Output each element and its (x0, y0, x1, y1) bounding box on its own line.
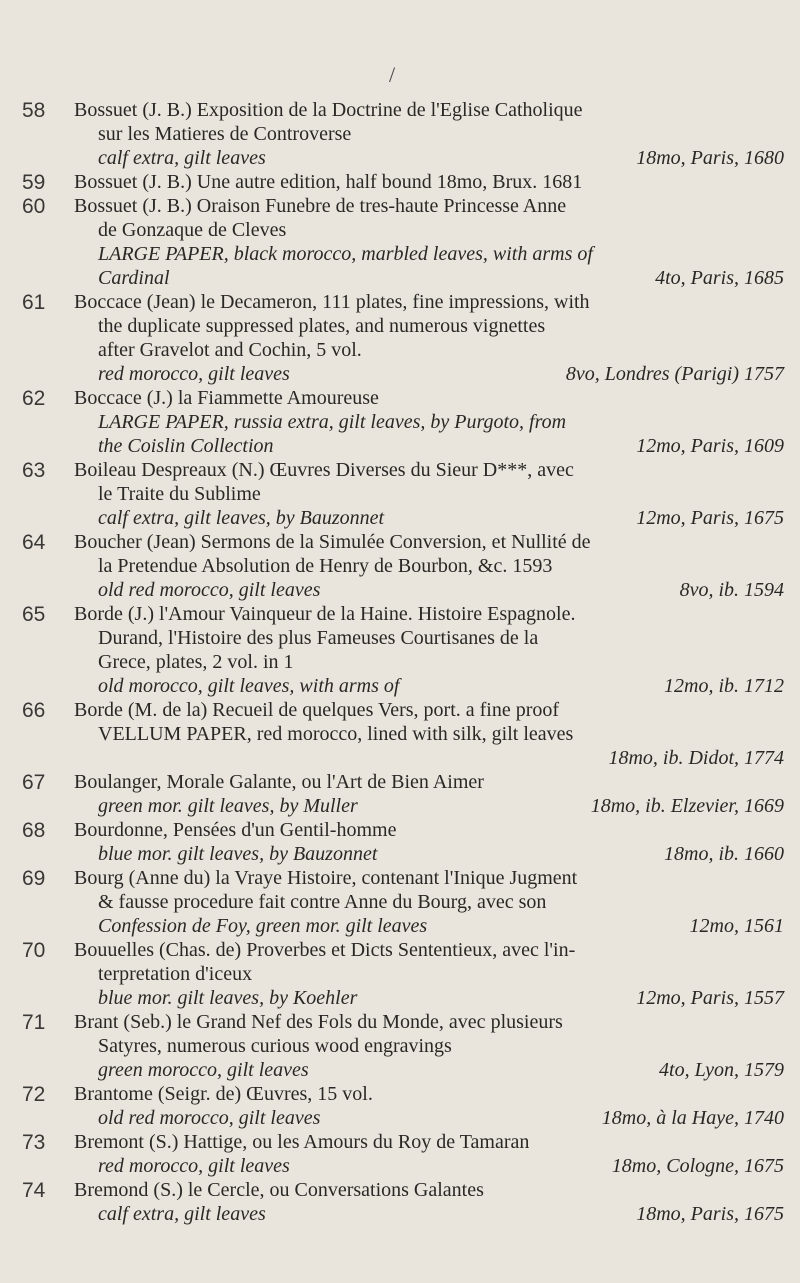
catalogue-entry (22, 602, 784, 698)
entry-title-continued: le Traite du Sublime (98, 483, 261, 505)
binding-row (98, 1202, 784, 1226)
lot-number: 72 (22, 1083, 46, 1106)
lot-number: 65 (22, 603, 46, 626)
entry-content (74, 602, 784, 698)
entry-title: Boileau Despreaux (N.) Œuvres Diverses du Sieur D***, avec (74, 459, 574, 481)
entry-title-continued: sur les Matieres de Controverse (98, 123, 352, 145)
catalogue-entry (22, 458, 784, 530)
entry-title: Brant (Seb.) le Grand Nef des Fols du Monde, avec plusieurs (74, 1011, 563, 1033)
catalogue-entry (22, 386, 784, 458)
entry-title: Bourdonne, Pensées d'un Gentil-homme (74, 819, 397, 841)
binding-description: old red morocco, gilt leaves (98, 579, 321, 601)
imprint: 18mo, à la Haye, 1740 (601, 1107, 784, 1129)
imprint: 8vo, ib. 1594 (679, 579, 784, 601)
binding-row (98, 842, 784, 866)
entry-content (74, 530, 784, 602)
binding-row (98, 674, 784, 698)
binding-row (98, 1058, 784, 1082)
entry-title: Boccace (Jean) le Decameron, 111 plates, fine impressions, with (74, 291, 590, 313)
binding-row (98, 506, 784, 530)
entry-content (74, 1130, 784, 1178)
catalogue-list (22, 98, 784, 1226)
catalogue-entry (22, 290, 784, 386)
entry-content (74, 386, 784, 458)
imprint: 18mo, ib. Elzevier, 1669 (590, 795, 784, 817)
entry-content (74, 170, 784, 194)
imprint: 12mo, 1561 (689, 915, 784, 937)
entry-content (74, 698, 784, 770)
imprint: 18mo, Paris, 1680 (636, 147, 784, 169)
entry-title-continued: & fausse procedure fait contre Anne du Bourg, avec son (98, 891, 547, 913)
catalogue-entry (22, 194, 784, 290)
imprint: 18mo, ib. 1660 (664, 843, 784, 865)
imprint: 18mo, Cologne, 1675 (611, 1155, 784, 1177)
entry-title-continued: la Pretendue Absolution de Henry de Bourbon, &c. 1593 (98, 555, 553, 577)
entry-title-continued: Satyres, numerous curious wood engravings (98, 1035, 452, 1057)
catalogue-entry (22, 866, 784, 938)
lot-number: 64 (22, 531, 46, 554)
binding-description: old red morocco, gilt leaves (98, 1107, 321, 1129)
entry-content (74, 770, 784, 818)
entry-title-continued: VELLUM PAPER, red morocco, lined with silk, gilt leaves (98, 723, 574, 745)
binding-description: red morocco, gilt leaves (98, 1155, 290, 1177)
entry-title: Boccace (J.) la Fiammette Amoureuse (74, 387, 379, 409)
binding-description: blue mor. gilt leaves, by Koehler (98, 987, 358, 1009)
binding-row (98, 146, 784, 170)
entry-title: Bremont (S.) Hattige, ou les Amours du Roy de Tamaran (74, 1131, 530, 1153)
entry-content (74, 1082, 784, 1130)
entry-title-continued: the duplicate suppressed plates, and numerous vignettes (98, 315, 546, 337)
catalogue-entry (22, 1178, 784, 1226)
imprint: 4to, Lyon, 1579 (659, 1059, 784, 1081)
binding-row (98, 1106, 784, 1130)
binding-row (98, 986, 784, 1010)
entry-content (74, 194, 784, 290)
entry-content (74, 1178, 784, 1226)
lot-number: 70 (22, 939, 46, 962)
binding-description: LARGE PAPER, black morocco, marbled leaves, with arms of (98, 243, 593, 265)
imprint: 12mo, Paris, 1675 (636, 507, 784, 529)
binding-description: LARGE PAPER, russia extra, gilt leaves, by Purgoto, from (98, 411, 567, 433)
binding-description: calf extra, gilt leaves (98, 147, 266, 169)
lot-number: 66 (22, 699, 46, 722)
lot-number: 61 (22, 291, 46, 314)
lot-number: 68 (22, 819, 46, 842)
entry-title: Borde (J.) l'Amour Vainqueur de la Haine. Histoire Espagnole. (74, 603, 576, 625)
entry-title: Borde (M. de la) Recueil de quelques Vers, port. a fine proof (74, 699, 560, 721)
binding-description: red morocco, gilt leaves (98, 363, 290, 385)
catalogue-entry (22, 170, 784, 194)
entry-title: Bourg (Anne du) la Vraye Histoire, contenant l'Inique Jugment (74, 867, 578, 889)
entry-title: Bossuet (J. B.) Oraison Funebre de tres-haute Princesse Anne (74, 195, 567, 217)
entry-title-continued: after Gravelot and Cochin, 5 vol. (98, 339, 362, 361)
binding-row (98, 914, 784, 938)
lot-number: 63 (22, 459, 46, 482)
imprint: 8vo, Londres (Parigi) 1757 (565, 363, 784, 385)
entry-content (74, 98, 784, 170)
imprint: 18mo, Paris, 1675 (636, 1203, 784, 1225)
entry-title: Brantome (Seigr. de) Œuvres, 15 vol. (74, 1083, 373, 1105)
lot-number: 58 (22, 99, 46, 122)
entry-content (74, 818, 784, 866)
entry-title-continued: Grece, plates, 2 vol. in 1 (98, 651, 294, 673)
lot-number: 67 (22, 771, 46, 794)
lot-number: 60 (22, 195, 46, 218)
imprint: 12mo, ib. 1712 (664, 675, 784, 697)
catalogue-entry (22, 98, 784, 170)
binding-row (98, 362, 784, 386)
binding-description: old morocco, gilt leaves, with arms of (98, 675, 400, 697)
entry-title: Boulanger, Morale Galante, ou l'Art de Bien Aimer (74, 771, 484, 793)
entry-content (74, 290, 784, 386)
entry-content (74, 866, 784, 938)
entry-title-continued: terpretation d'iceux (98, 963, 253, 985)
binding-description: calf extra, gilt leaves (98, 1203, 266, 1225)
binding-description: calf extra, gilt leaves, by Bauzonnet (98, 507, 385, 529)
entry-title: Bouuelles (Chas. de) Proverbes et Dicts Sententieux, avec l'in- (74, 939, 576, 961)
entry-content (74, 1010, 784, 1082)
binding-description: green morocco, gilt leaves (98, 1059, 309, 1081)
entry-title: Boucher (Jean) Sermons de la Simulée Conversion, et Nullité de (74, 531, 591, 553)
imprint: 18mo, ib. Didot, 1774 (608, 747, 784, 769)
catalogue-entry (22, 1082, 784, 1130)
catalogue-entry (22, 530, 784, 602)
binding-description: Cardinal (98, 267, 170, 289)
entry-title: Bossuet (J. B.) Exposition de la Doctrine de l'Eglise Catholique (74, 99, 583, 121)
binding-row (98, 1154, 784, 1178)
entry-title-continued: Durand, l'Histoire des plus Fameuses Courtisanes de la (98, 627, 539, 649)
entry-content (74, 938, 784, 1010)
binding-description: the Coislin Collection (98, 435, 274, 457)
binding-row (98, 794, 784, 818)
binding-row (98, 266, 784, 290)
imprint: 4to, Paris, 1685 (655, 267, 784, 289)
lot-number: 73 (22, 1131, 46, 1154)
lot-number: 71 (22, 1011, 46, 1034)
page-mark: / (389, 62, 396, 87)
lot-number: 74 (22, 1179, 46, 1202)
binding-description: Confession de Foy, green mor. gilt leaves (98, 915, 428, 937)
catalogue-entry (22, 770, 784, 818)
catalogue-entry (22, 1130, 784, 1178)
binding-description: blue mor. gilt leaves, by Bauzonnet (98, 843, 378, 865)
entry-title-continued: de Gonzaque de Cleves (98, 219, 287, 241)
entry-title: Bossuet (J. B.) Une autre edition, half bound 18mo, Brux. 1681 (74, 171, 583, 193)
binding-row (98, 578, 784, 602)
catalogue-entry (22, 818, 784, 866)
imprint-row (98, 746, 784, 770)
lot-number: 62 (22, 387, 46, 410)
entry-content (74, 458, 784, 530)
imprint: 12mo, Paris, 1609 (636, 435, 784, 457)
lot-number: 69 (22, 867, 46, 890)
lot-number: 59 (22, 171, 46, 194)
binding-description: green mor. gilt leaves, by Muller (98, 795, 358, 817)
binding-row (98, 434, 784, 458)
imprint: 12mo, Paris, 1557 (636, 987, 784, 1009)
catalogue-entry (22, 938, 784, 1010)
entry-title: Bremond (S.) le Cercle, ou Conversations Galantes (74, 1179, 484, 1201)
catalogue-entry (22, 1010, 784, 1082)
catalogue-entry (22, 698, 784, 770)
